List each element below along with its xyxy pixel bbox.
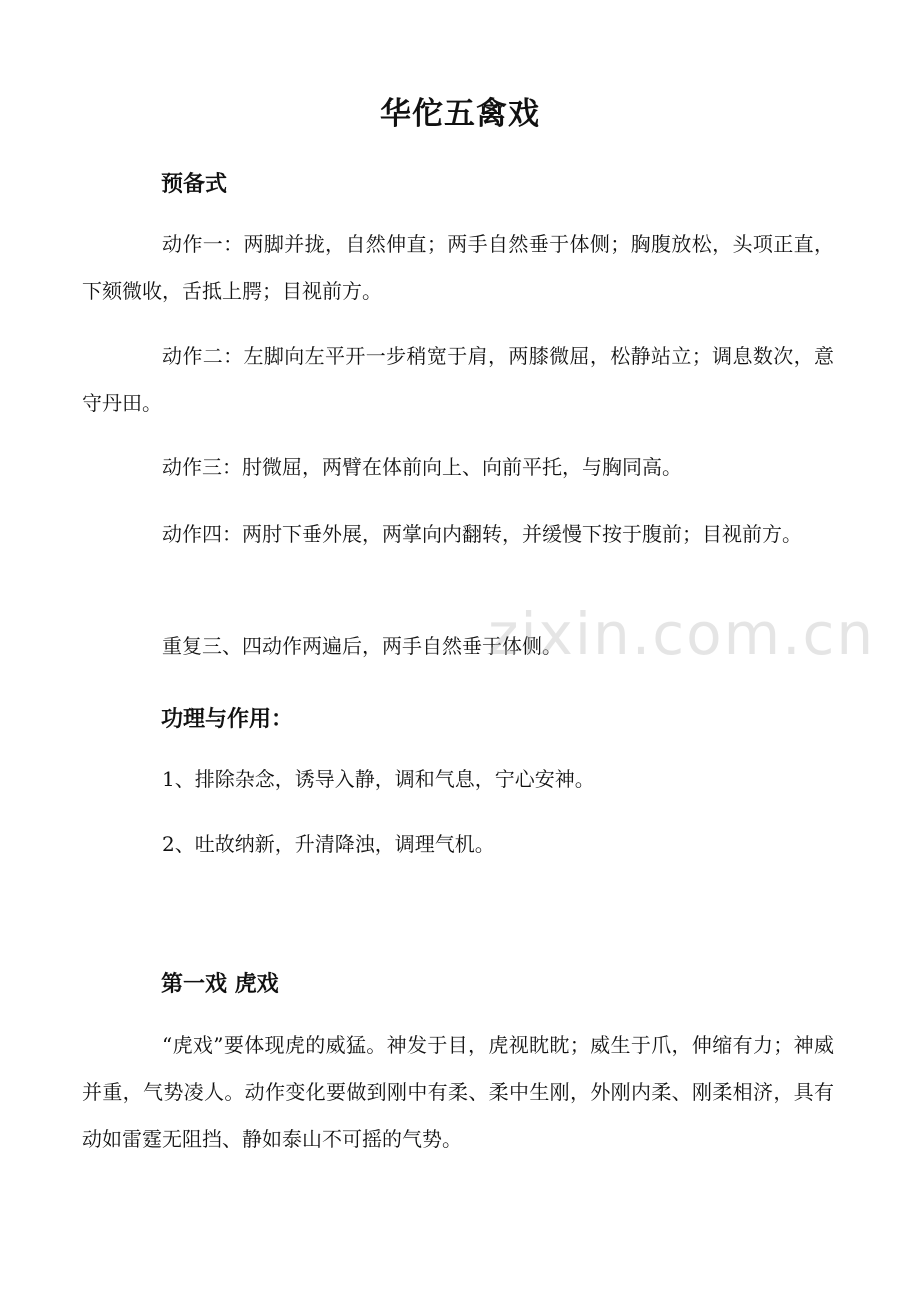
paragraph-action-1: 动作一：两脚并拢，自然伸直；两手自然垂于体侧；胸腹放松，头项正直，下颏微收，舌抵上腭；目视前方。: [82, 232, 834, 303]
paragraph-action-3: 动作三：肘微屈，两臂在体前向上、向前平托，与胸同高。: [162, 455, 682, 479]
paragraph-effect-2: 2、吐故纳新，升清降浊，调理气机。: [162, 832, 495, 856]
paragraph-action-2: 动作二：左脚向左平开一步稍宽于肩，两膝微屈，松静站立；调息数次，意守丹田。: [82, 344, 834, 415]
paragraph-effect-1: 1、排除杂念，诱导入静，调和气息，宁心安神。: [162, 767, 595, 791]
watermark: zixin.com.cn: [488, 600, 876, 668]
paragraph-tiger-intro: “虎戏”要体现虎的威猛。神发于目，虎视眈眈；威生于爪，伸缩有力；神威并重，气势凌人。动作变化要做到刚中有柔、柔中生刚，外刚内柔、刚柔相济，具有动如雷霆无阻挡、静如泰山不可摇的气势。: [82, 1033, 834, 1151]
section-heading-tiger: 第一戏 虎戏: [161, 972, 279, 997]
section-heading-preparation: 预备式: [161, 172, 228, 197]
section-heading-effects: 功理与作用：: [161, 707, 294, 732]
paragraph-action-4: 动作四：两肘下垂外展，两掌向内翻转，并缓慢下按于腹前；目视前方。: [162, 522, 802, 546]
document-title: 华佗五禽戏: [380, 96, 540, 132]
paragraph-repeat: 重复三、四动作两遍后，两手自然垂于体侧。: [162, 634, 562, 658]
